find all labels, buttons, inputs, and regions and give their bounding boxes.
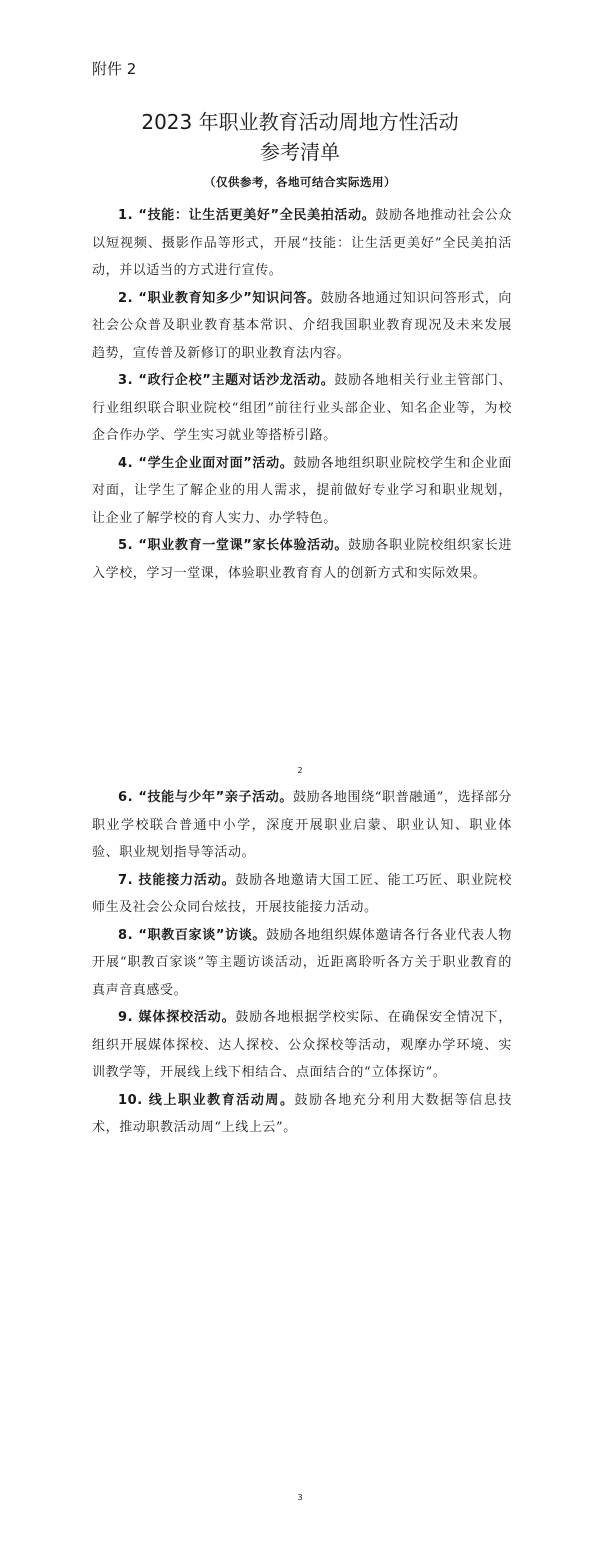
document-subtitle: （仅供参考，各地可结合实际选用） bbox=[204, 175, 396, 189]
activity-item-heading: 3. “政行企校”主题对话沙龙活动。 bbox=[118, 373, 335, 388]
activity-item-text: 鼓励各地组织媒体邀请各行各业代表人物开展“职教百家谈”等主题访谈活动，近距离聆听各方关于职业教育的真声音真感受。 bbox=[92, 927, 512, 998]
activity-item-heading: 7. 技能接力活动。 bbox=[118, 872, 236, 888]
document-title-line2: 参考清单 bbox=[260, 140, 340, 164]
activity-item-text: 鼓励各地围绕“职普融通”，选择部分职业学校联合普通中小学，深度开展职业启蒙、职业认知、职业体验、职业规划指导等活动。 bbox=[92, 790, 512, 860]
activity-item-8 bbox=[92, 922, 512, 1005]
activity-item-heading: 8. “职教百家谈”访谈。 bbox=[118, 927, 267, 943]
activity-item-4 bbox=[92, 450, 512, 533]
activity-item-text: 鼓励各地根据学校实际、在确保安全情况下，组织开展媒体探校、达人探校、公众探校等活动，观摩办学环境、实训教学等，开展线上线下相结合、点面结合的“立体探访”。 bbox=[92, 1010, 512, 1080]
activity-item-text: 鼓励各地组织职业院校学生和企业面对面，让学生了解企业的用人需求，提前做好专业学习和职业规划，让企业了解学校的育人实力、办学特色。 bbox=[92, 455, 512, 526]
activity-item-heading: 4. “学生企业面对面”活动。 bbox=[118, 455, 294, 471]
activity-item-heading: 2. “职业教育知多少”知识问答。 bbox=[118, 290, 321, 306]
activity-item-text: 鼓励各地邀请大国工匠、能工巧匠、职业院校师生及社会公众同台炫技，开展技能接力活动。 bbox=[92, 872, 512, 915]
activity-item-text: 鼓励各职业院校组织家长进入学校，学习一堂课，体验职业教育育人的创新方式和实际效果。 bbox=[92, 538, 512, 581]
activity-item-heading: 10. 线上职业教育活动周。 bbox=[118, 1092, 295, 1108]
activity-item-heading: 6. “技能与少年”亲子活动。 bbox=[118, 790, 293, 805]
activity-item-heading: 5. “职业教育一堂课”家长体验活动。 bbox=[118, 538, 349, 553]
activity-item-2 bbox=[92, 285, 512, 368]
activity-item-text: 鼓励各地推动社会公众以短视频、摄影作品等形式，开展“技能：让生活更美好”全民美拍活动，并以适当的方式进行宣传。 bbox=[92, 208, 512, 278]
activity-item-6 bbox=[92, 784, 512, 867]
activity-item-9 bbox=[92, 1004, 512, 1087]
activity-item-heading: 9. 媒体探校活动。 bbox=[118, 1010, 236, 1025]
activity-list-page-2 bbox=[92, 784, 512, 1142]
page-number: 2 bbox=[297, 766, 303, 775]
activity-list-page-1 bbox=[92, 202, 512, 587]
activity-item-heading: 1. “技能：让生活更美好”全民美拍活动。 bbox=[118, 208, 376, 223]
attachment-label: 附件 2 bbox=[92, 60, 137, 78]
activity-item-text: 鼓励各地相关行业主管部门、行业组织联合职业院校“组团”前往行业头部企业、知名企业等，为校企合作办学、学生实习就业等搭桥引路。 bbox=[92, 373, 512, 443]
activity-item-1 bbox=[92, 202, 512, 285]
activity-item-text: 鼓励各地充分利用大数据等信息技术，推动职教活动周“上线上云”。 bbox=[92, 1092, 512, 1135]
page-number: 3 bbox=[297, 1493, 303, 1502]
activity-item-7 bbox=[92, 867, 512, 922]
document-title-line1: 2023 年职业教育活动周地方性活动 bbox=[141, 110, 459, 134]
activity-item-text: 鼓励各地通过知识问答形式，向社会公众普及职业教育基本常识、介绍我国职业教育现况及未来发展趋势，宣传普及新修订的职业教育法内容。 bbox=[92, 290, 512, 361]
activity-item-3 bbox=[92, 367, 512, 450]
activity-item-10 bbox=[92, 1087, 512, 1142]
activity-item-5 bbox=[92, 532, 512, 587]
